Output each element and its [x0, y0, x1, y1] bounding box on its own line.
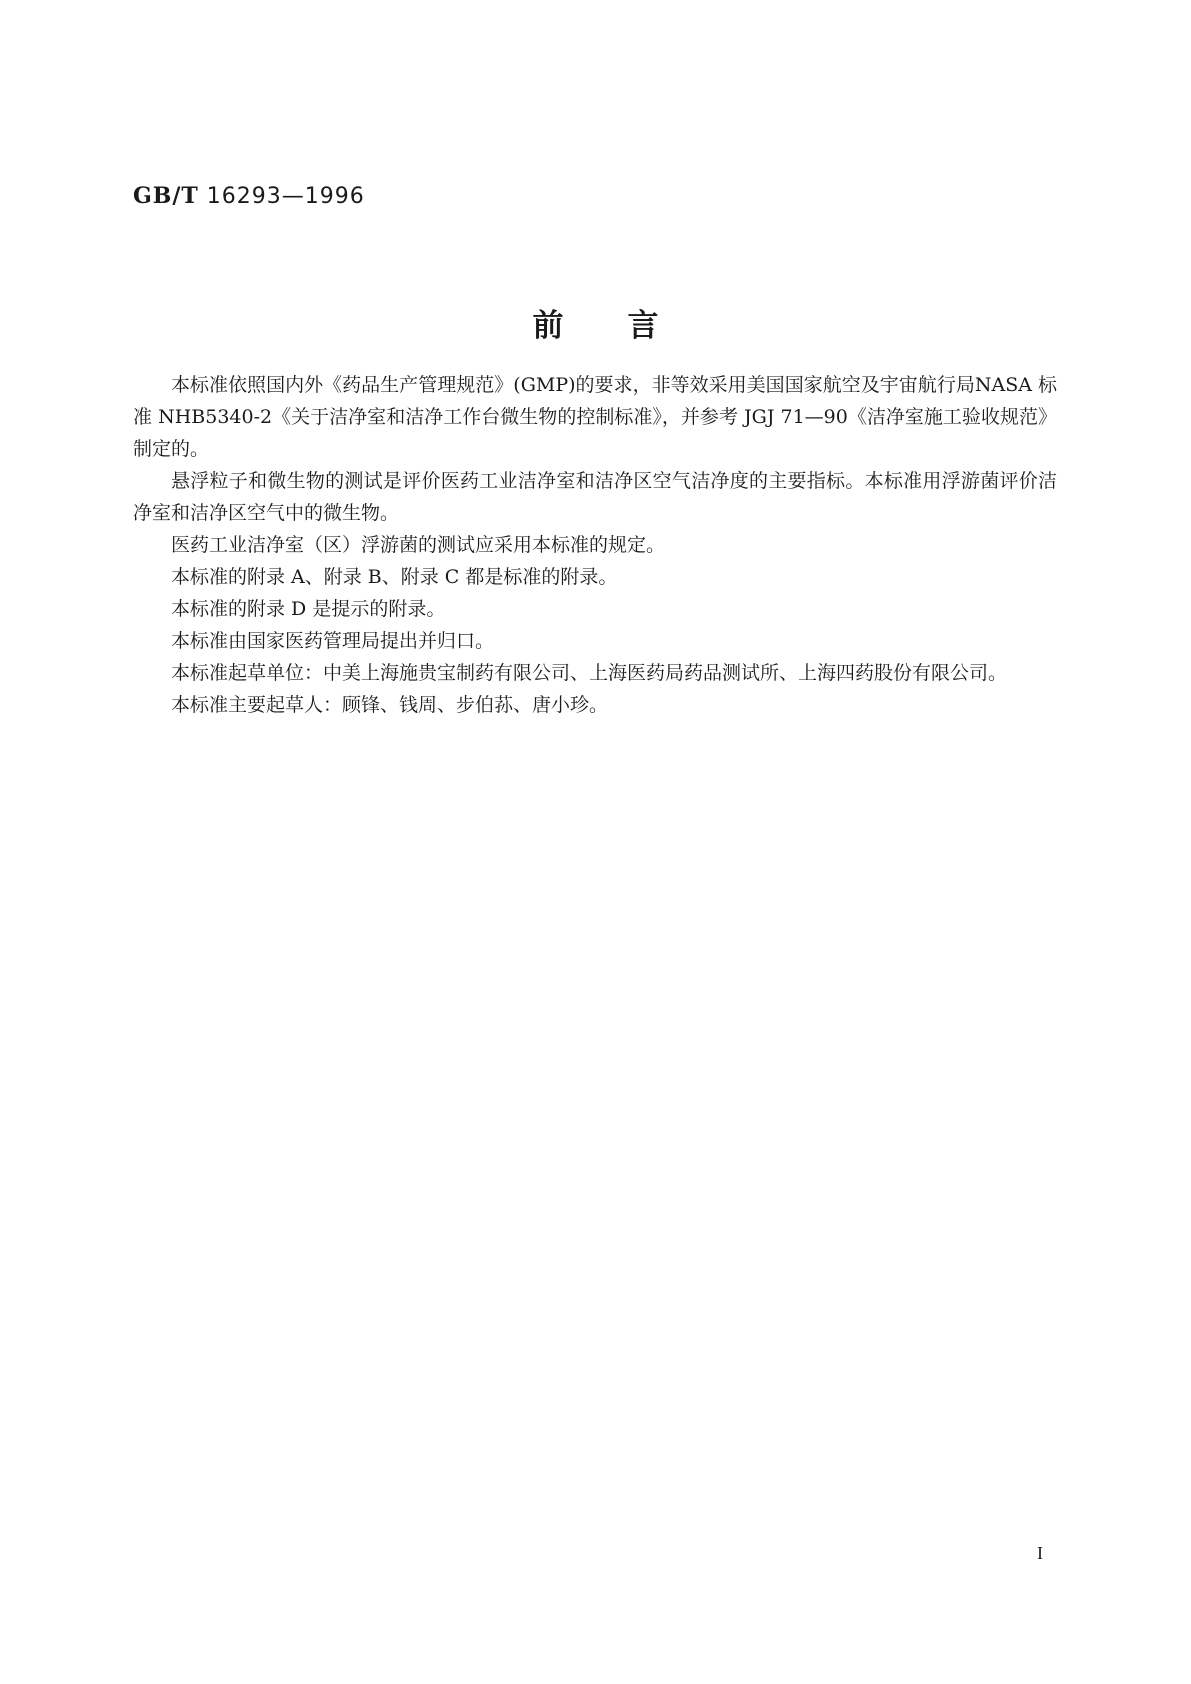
section-title: 前言 — [532, 308, 723, 344]
document-header — [133, 183, 365, 209]
standard-prefix: GB/T — [133, 183, 199, 209]
paragraph: 本标准的附录 D 是提示的附录。 — [171, 598, 446, 620]
page-number: I — [1037, 1543, 1043, 1563]
standard-number: 16293—1996 — [206, 184, 365, 209]
paragraph: 悬浮粒子和微生物的测试是评价医药工业洁净室和洁净区空气洁净度的主要指标。本标准用浮游菌评价洁净室和洁净区空气中的微生物。 — [133, 470, 1057, 524]
paragraph: 本标准的附录 A、附录 B、附录 C 都是标准的附录。 — [171, 566, 618, 588]
preface-body — [133, 369, 1057, 721]
paragraph: 医药工业洁净室（区）浮游菌的测试应采用本标准的规定。 — [171, 534, 666, 556]
paragraph: 本标准起草单位：中美上海施贵宝制药有限公司、上海医药局药品测试所、上海四药股份有限公司。 — [171, 662, 1008, 684]
paragraph: 本标准主要起草人：顾锋、钱周、步伯荪、唐小珍。 — [171, 694, 609, 716]
paragraph: 本标准由国家医药管理局提出并归口。 — [171, 630, 495, 652]
paragraph: 本标准依照国内外《药品生产管理规范》(GMP)的要求，非等效采用美国国家航空及宇宙航行局NASA 标准 NHB5340-2《关于洁净室和洁净工作台微生物的控制标准》，并参考 JGJ 71—90《洁净室施工验收规范》制定的。 — [133, 374, 1057, 460]
